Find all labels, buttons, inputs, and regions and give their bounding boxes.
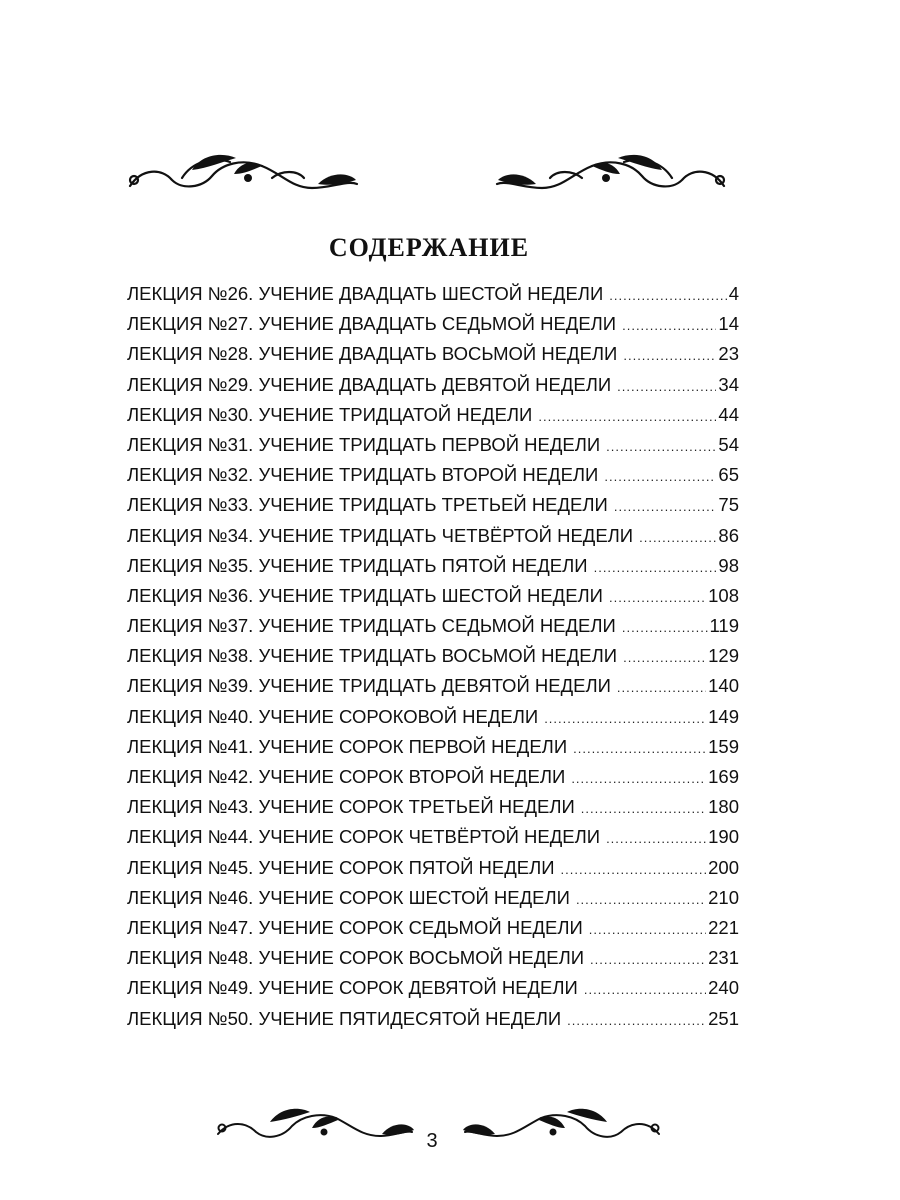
dot-leader bbox=[576, 892, 706, 907]
ornament-top-left-icon bbox=[122, 148, 362, 198]
dot-leader bbox=[617, 379, 716, 394]
page-number: 3 bbox=[426, 1130, 438, 1152]
toc-entry-title: ЛЕКЦИЯ №28. УЧЕНИЕ ДВАДЦАТЬ ВОСЬМОЙ НЕДЕЛИ bbox=[127, 343, 618, 365]
toc-entry-page: 65 bbox=[718, 464, 739, 486]
ornament-top-right-icon bbox=[492, 148, 732, 198]
ornament-bottom-left-icon bbox=[212, 1100, 417, 1148]
toc-entry-page: 221 bbox=[708, 916, 739, 938]
dot-leader bbox=[614, 499, 717, 514]
toc-entry-title: ЛЕКЦИЯ №30. УЧЕНИЕ ТРИДЦАТОЙ НЕДЕЛИ bbox=[127, 403, 533, 425]
dot-leader bbox=[590, 952, 706, 967]
toc-entry bbox=[127, 615, 739, 645]
toc-entry-page: 14 bbox=[718, 313, 739, 335]
toc-entry-page: 169 bbox=[708, 766, 739, 787]
table-of-contents bbox=[127, 283, 739, 1038]
toc-entry-page: 75 bbox=[718, 494, 739, 516]
dot-leader bbox=[622, 620, 708, 635]
toc-entry bbox=[127, 283, 739, 313]
toc-entry bbox=[127, 1008, 739, 1038]
toc-entry-page: 231 bbox=[708, 947, 739, 969]
toc-entry bbox=[127, 826, 739, 856]
dot-leader bbox=[604, 469, 716, 484]
toc-entry bbox=[127, 977, 739, 1007]
dot-leader bbox=[594, 560, 717, 575]
toc-entry-page: 86 bbox=[718, 524, 739, 546]
dot-leader bbox=[584, 982, 706, 997]
toc-entry-title: ЛЕКЦИЯ №27. УЧЕНИЕ ДВАДЦАТЬ СЕДЬМОЙ НЕДЕЛИ bbox=[127, 313, 617, 335]
toc-entry bbox=[127, 404, 739, 434]
toc-entry-page: 98 bbox=[718, 554, 739, 576]
toc-entry-page: 108 bbox=[708, 584, 739, 606]
toc-entry-page: 190 bbox=[708, 826, 739, 848]
toc-entry-title: ЛЕКЦИЯ №44. УЧЕНИЕ СОРОК ЧЕТВЁРТОЙ НЕДЕЛИ bbox=[127, 826, 601, 848]
dot-leader bbox=[609, 590, 706, 605]
toc-entry bbox=[127, 343, 739, 373]
toc-entry bbox=[127, 796, 739, 826]
toc-entry bbox=[127, 464, 739, 494]
dot-leader bbox=[538, 409, 716, 424]
toc-entry bbox=[127, 494, 739, 524]
toc-entry bbox=[127, 706, 739, 736]
dot-leader bbox=[639, 530, 716, 545]
dot-leader bbox=[609, 288, 726, 303]
dot-leader bbox=[571, 771, 706, 786]
toc-entry-title: ЛЕКЦИЯ №42. УЧЕНИЕ СОРОК ВТОРОЙ НЕДЕЛИ bbox=[127, 766, 566, 787]
toc-entry-title: ЛЕКЦИЯ №48. УЧЕНИЕ СОРОК ВОСЬМОЙ НЕДЕЛИ bbox=[127, 947, 585, 969]
toc-entry-title: ЛЕКЦИЯ №26. УЧЕНИЕ ДВАДЦАТЬ ШЕСТОЙ НЕДЕЛИ bbox=[127, 283, 604, 304]
toc-entry-title: ЛЕКЦИЯ №31. УЧЕНИЕ ТРИДЦАТЬ ПЕРВОЙ НЕДЕЛИ bbox=[127, 433, 601, 455]
toc-entry-page: 54 bbox=[718, 433, 739, 455]
toc-entry-title: ЛЕКЦИЯ №47. УЧЕНИЕ СОРОК СЕДЬМОЙ НЕДЕЛИ bbox=[127, 916, 583, 938]
dot-leader bbox=[623, 650, 706, 665]
toc-entry bbox=[127, 555, 739, 585]
toc-entry-page: 251 bbox=[708, 1007, 739, 1029]
toc-entry-title: ЛЕКЦИЯ №37. УЧЕНИЕ ТРИДЦАТЬ СЕДЬМОЙ НЕДЕЛИ bbox=[127, 615, 616, 637]
toc-entry-title: ЛЕКЦИЯ №38. УЧЕНИЕ ТРИДЦАТЬ ВОСЬМОЙ НЕДЕЛИ bbox=[127, 645, 618, 667]
dot-leader bbox=[581, 801, 706, 816]
toc-entry-page: 210 bbox=[708, 886, 739, 908]
toc-entry-title: ЛЕКЦИЯ №43. УЧЕНИЕ СОРОК ТРЕТЬЕЙ НЕДЕЛИ bbox=[127, 796, 575, 818]
page-title: СОДЕРЖАНИЕ bbox=[328, 233, 530, 263]
toc-entry-page: 4 bbox=[728, 283, 739, 304]
toc-entry-page: 180 bbox=[708, 796, 739, 818]
toc-entry bbox=[127, 645, 739, 675]
toc-entry-page: 129 bbox=[708, 645, 739, 667]
toc-entry-page: 240 bbox=[708, 977, 739, 999]
dot-leader bbox=[589, 922, 706, 937]
toc-entry-page: 34 bbox=[718, 373, 739, 395]
toc-entry-title: ЛЕКЦИЯ №35. УЧЕНИЕ ТРИДЦАТЬ ПЯТОЙ НЕДЕЛИ bbox=[127, 554, 588, 576]
toc-entry-title: ЛЕКЦИЯ №50. УЧЕНИЕ ПЯТИДЕСЯТОЙ НЕДЕЛИ bbox=[127, 1007, 562, 1029]
toc-entry bbox=[127, 374, 739, 404]
toc-entry-page: 119 bbox=[709, 615, 739, 637]
toc-entry bbox=[127, 857, 739, 887]
dot-leader bbox=[617, 680, 706, 695]
toc-entry bbox=[127, 525, 739, 555]
toc-entry bbox=[127, 947, 739, 977]
toc-entry-title: ЛЕКЦИЯ №40. УЧЕНИЕ СОРОКОВОЙ НЕДЕЛИ bbox=[127, 705, 539, 727]
toc-entry bbox=[127, 313, 739, 343]
toc-entry bbox=[127, 917, 739, 947]
toc-entry-title: ЛЕКЦИЯ №46. УЧЕНИЕ СОРОК ШЕСТОЙ НЕДЕЛИ bbox=[127, 886, 570, 908]
toc-entry bbox=[127, 887, 739, 917]
toc-entry-title: ЛЕКЦИЯ №34. УЧЕНИЕ ТРИДЦАТЬ ЧЕТВЁРТОЙ НЕДЕЛИ bbox=[127, 524, 634, 546]
dot-leader bbox=[622, 318, 716, 333]
toc-entry-title: ЛЕКЦИЯ №49. УЧЕНИЕ СОРОК ДЕВЯТОЙ НЕДЕЛИ bbox=[127, 977, 578, 999]
toc-entry-page: 159 bbox=[708, 735, 739, 757]
toc-entry-title: ЛЕКЦИЯ №36. УЧЕНИЕ ТРИДЦАТЬ ШЕСТОЙ НЕДЕЛИ bbox=[127, 584, 603, 606]
toc-entry bbox=[127, 585, 739, 615]
toc-entry-title: ЛЕКЦИЯ №45. УЧЕНИЕ СОРОК ПЯТОЙ НЕДЕЛИ bbox=[127, 856, 555, 878]
dot-leader bbox=[606, 831, 706, 846]
toc-entry-page: 140 bbox=[708, 675, 739, 697]
toc-entry-page: 200 bbox=[708, 856, 739, 878]
toc-entry-page: 44 bbox=[718, 403, 739, 425]
ornament-bottom-right-icon bbox=[460, 1100, 665, 1148]
dot-leader bbox=[606, 439, 716, 454]
dot-leader bbox=[561, 862, 707, 877]
toc-entry bbox=[127, 434, 739, 464]
toc-entry-title: ЛЕКЦИЯ №33. УЧЕНИЕ ТРИДЦАТЬ ТРЕТЬЕЙ НЕДЕЛИ bbox=[127, 494, 608, 516]
toc-entry-title: ЛЕКЦИЯ №32. УЧЕНИЕ ТРИДЦАТЬ ВТОРОЙ НЕДЕЛИ bbox=[127, 464, 599, 486]
dot-leader bbox=[573, 741, 706, 756]
dot-leader bbox=[567, 1013, 706, 1028]
toc-entry bbox=[127, 675, 739, 705]
toc-entry-page: 23 bbox=[718, 343, 739, 365]
toc-entry-page: 149 bbox=[708, 705, 739, 727]
toc-entry-title: ЛЕКЦИЯ №39. УЧЕНИЕ ТРИДЦАТЬ ДЕВЯТОЙ НЕДЕЛИ bbox=[127, 675, 611, 697]
dot-leader bbox=[544, 711, 706, 726]
dot-leader bbox=[623, 348, 716, 363]
toc-entry bbox=[127, 736, 739, 766]
toc-entry-title: ЛЕКЦИЯ №41. УЧЕНИЕ СОРОК ПЕРВОЙ НЕДЕЛИ bbox=[127, 735, 568, 757]
toc-entry-title: ЛЕКЦИЯ №29. УЧЕНИЕ ДВАДЦАТЬ ДЕВЯТОЙ НЕДЕЛИ bbox=[127, 373, 612, 395]
toc-entry bbox=[127, 766, 739, 796]
